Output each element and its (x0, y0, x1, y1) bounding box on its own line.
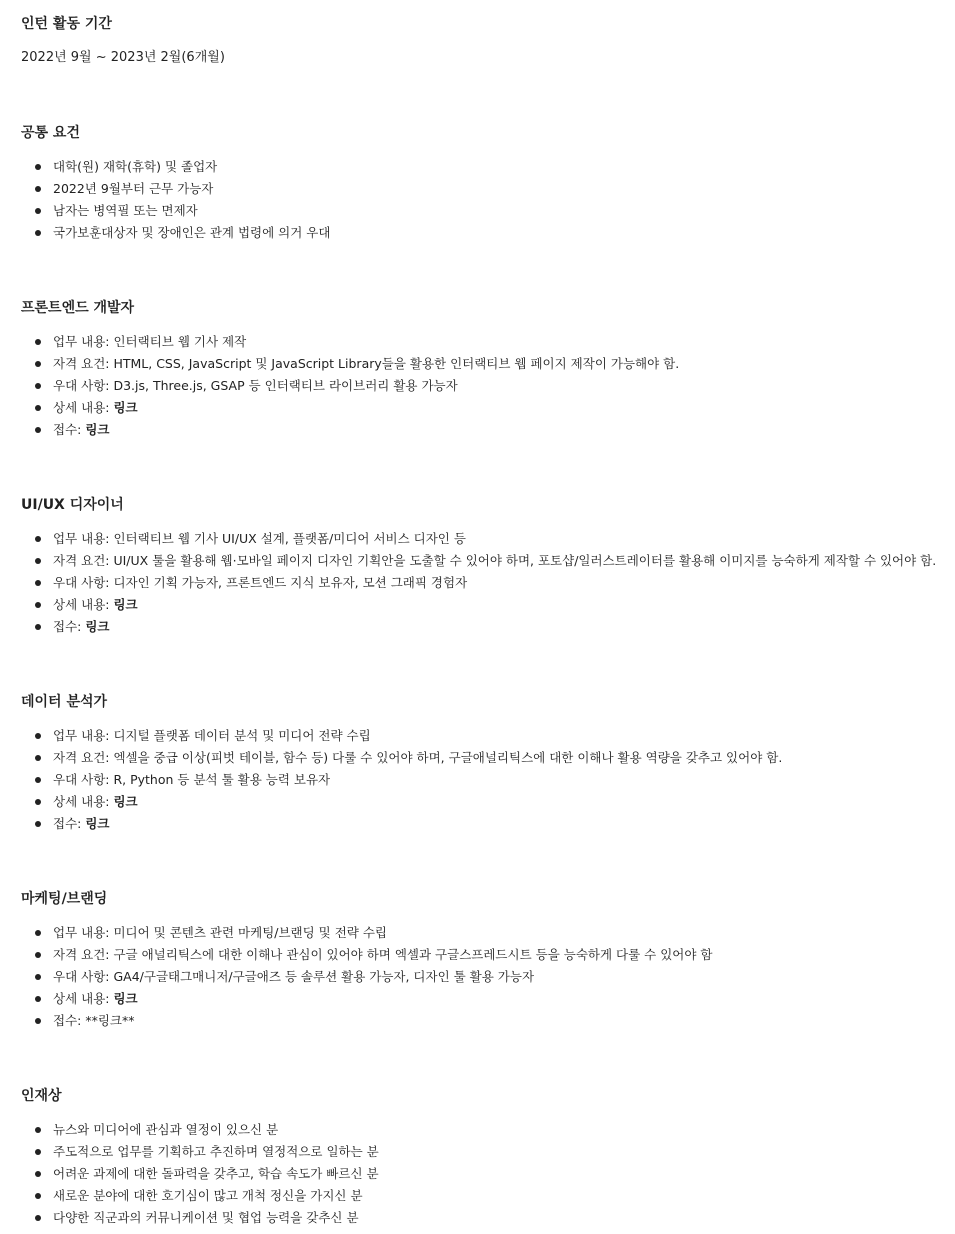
bullet-icon (35, 974, 41, 980)
bullet-icon (35, 580, 41, 586)
section-list (21, 922, 955, 1032)
bullet-icon (35, 602, 41, 608)
bullet-icon (35, 1215, 41, 1221)
item-label: 업무 내용: (53, 728, 114, 743)
section-4 (21, 888, 955, 1032)
bullet-icon (35, 1149, 41, 1155)
list-item (21, 769, 955, 791)
bullet-icon (35, 996, 41, 1002)
list-item (21, 1141, 955, 1163)
list-item (21, 616, 955, 638)
item-text: R, Python 등 분석 툴 활용 능력 보유자 (113, 772, 331, 787)
item-label: 우대 사항: (53, 772, 114, 787)
item-text: **링크** (85, 1013, 135, 1028)
item-label: 우대 사항: (53, 378, 114, 393)
list-item (21, 1185, 955, 1207)
list-item (21, 1163, 955, 1185)
bullet-icon (35, 164, 41, 170)
item-text: 인터랙티브 웹 기사 UI/UX 설계, 플랫폼/미디어 서비스 디자인 등 (113, 531, 466, 546)
detail-link[interactable]: 링크 (113, 597, 138, 612)
bullet-icon (35, 952, 41, 958)
bullet-icon (35, 821, 41, 827)
section-0 (21, 122, 955, 244)
item-text: 2022년 9월부터 근무 가능자 (53, 181, 214, 196)
list-item (21, 813, 955, 835)
bullet-icon (35, 208, 41, 214)
section-2 (21, 494, 955, 638)
item-label: 우대 사항: (53, 969, 114, 984)
bullet-icon (35, 186, 41, 192)
bullet-icon (35, 1018, 41, 1024)
bullet-icon (35, 624, 41, 630)
item-text: GA4/구글태그매니저/구글애즈 등 솔루션 활용 가능자, 디자인 툴 활용 가능자 (113, 969, 535, 984)
bullet-icon (35, 536, 41, 542)
section-title: 데이터 분석가 (21, 694, 108, 710)
detail-link[interactable]: 링크 (85, 619, 110, 634)
bullet-icon (35, 777, 41, 783)
list-item (21, 791, 955, 813)
bullet-icon (35, 405, 41, 411)
section-title: 인재상 (21, 1088, 62, 1104)
list-item (21, 331, 955, 353)
bullet-icon (35, 361, 41, 367)
section-title: UI/UX 디자이너 (21, 497, 124, 513)
item-text: 어려운 과제에 대한 돌파력을 갖추고, 학습 속도가 빠르신 분 (53, 1166, 379, 1181)
detail-link[interactable]: 링크 (113, 991, 138, 1006)
item-text: 남자는 병역필 또는 면제자 (53, 203, 198, 218)
list-item (21, 922, 955, 944)
sections-container (21, 122, 955, 1229)
item-label: 접수: (53, 422, 86, 437)
bullet-icon (35, 1193, 41, 1199)
bullet-icon (35, 230, 41, 236)
item-label: 우대 사항: (53, 575, 114, 590)
item-label: 상세 내용: (53, 991, 114, 1006)
item-text: 새로운 분야에 대한 호기심이 많고 개척 정신을 가지신 분 (53, 1188, 363, 1203)
detail-link[interactable]: 링크 (85, 816, 110, 831)
item-text: UI/UX 툴을 활용해 웹·모바일 페이지 디자인 기획안을 도출할 수 있어야 하며, 포토샵/일러스트레이터를 활용해 이미지를 능숙하게 제작할 수 있어야 함. (113, 553, 937, 568)
section-list (21, 331, 955, 441)
list-item (21, 1207, 955, 1229)
list-item (21, 178, 955, 200)
item-text: 디지털 플랫폼 데이터 분석 및 미디어 전략 수립 (113, 728, 371, 743)
list-item (21, 528, 955, 550)
bullet-icon (35, 558, 41, 564)
item-text: D3.js, Three.js, GSAP 등 인터랙티브 라이브러리 활용 가능자 (113, 378, 458, 393)
item-text: 국가보훈대상자 및 장애인은 관계 법령에 의거 우대 (53, 225, 331, 240)
item-text: 주도적으로 업무를 기획하고 추진하며 열정적으로 일하는 분 (53, 1144, 379, 1159)
bullet-icon (35, 755, 41, 761)
item-label: 자격 요건: (53, 553, 114, 568)
list-item (21, 747, 955, 769)
section-3 (21, 691, 955, 835)
list-item (21, 397, 955, 419)
item-text: 인터랙티브 웹 기사 제작 (113, 334, 247, 349)
list-item (21, 353, 955, 375)
item-label: 상세 내용: (53, 794, 114, 809)
list-item (21, 419, 955, 441)
item-text: 구글 애널리틱스에 대한 이해나 관심이 있어야 하며 엑셀과 구글스프레드시트 등을 능숙하게 다룰 수 있어야 함 (113, 947, 713, 962)
list-item (21, 594, 955, 616)
section-list (21, 528, 955, 638)
internship-period-text: 2022년 9월 ~ 2023년 2월(6개월) (21, 50, 225, 65)
section-list (21, 1119, 955, 1229)
section-list (21, 725, 955, 835)
list-item (21, 550, 955, 572)
section-list (21, 156, 955, 244)
item-label: 상세 내용: (53, 400, 114, 415)
item-text: 엑셀을 중급 이상(피벗 테이블, 함수 등) 다룰 수 있어야 하며, 구글애널리틱스에 대한 이해나 활용 역량을 갖추고 있어야 함. (113, 750, 783, 765)
list-item (21, 1010, 955, 1032)
list-item (21, 966, 955, 988)
section-title: 마케팅/브랜딩 (21, 891, 108, 907)
section-1 (21, 297, 955, 441)
list-item (21, 222, 955, 244)
item-text: HTML, CSS, JavaScript 및 JavaScript Library들을 활용한 인터랙티브 웹 페이지 제작이 가능해야 함. (113, 356, 680, 371)
detail-link[interactable]: 링크 (113, 400, 138, 415)
list-item (21, 200, 955, 222)
list-item (21, 156, 955, 178)
list-item (21, 988, 955, 1010)
item-text: 다양한 직군과의 커뮤니케이션 및 협업 능력을 갖추신 분 (53, 1210, 359, 1225)
item-text: 뉴스와 미디어에 관심과 열정이 있으신 분 (53, 1122, 279, 1137)
bullet-icon (35, 383, 41, 389)
bullet-icon (35, 1171, 41, 1177)
list-item (21, 944, 955, 966)
detail-link[interactable]: 링크 (113, 794, 138, 809)
bullet-icon (35, 427, 41, 433)
internship-period-heading: 인턴 활동 기간 (21, 16, 112, 32)
bullet-icon (35, 1127, 41, 1133)
section-title: 공통 요건 (21, 125, 80, 141)
list-item (21, 1119, 955, 1141)
item-label: 자격 요건: (53, 356, 114, 371)
bullet-icon (35, 733, 41, 739)
bullet-icon (35, 930, 41, 936)
section-5 (21, 1085, 955, 1229)
item-label: 자격 요건: (53, 750, 114, 765)
item-label: 접수: (53, 619, 86, 634)
item-text: 디자인 기획 가능자, 프론트엔드 지식 보유자, 모션 그래픽 경험자 (113, 575, 468, 590)
list-item (21, 375, 955, 397)
item-text: 미디어 및 콘텐츠 관련 마케팅/브랜딩 및 전략 수립 (113, 925, 387, 940)
item-label: 업무 내용: (53, 334, 114, 349)
item-label: 자격 요건: (53, 947, 114, 962)
item-label: 업무 내용: (53, 925, 114, 940)
bullet-icon (35, 799, 41, 805)
item-text: 대학(원) 재학(휴학) 및 졸업자 (53, 159, 218, 174)
item-label: 접수: (53, 816, 86, 831)
item-label: 업무 내용: (53, 531, 114, 546)
bullet-icon (35, 339, 41, 345)
list-item (21, 725, 955, 747)
list-item (21, 572, 955, 594)
section-title: 프론트엔드 개발자 (21, 300, 135, 316)
detail-link[interactable]: 링크 (85, 422, 110, 437)
item-label: 접수: (53, 1013, 86, 1028)
item-label: 상세 내용: (53, 597, 114, 612)
